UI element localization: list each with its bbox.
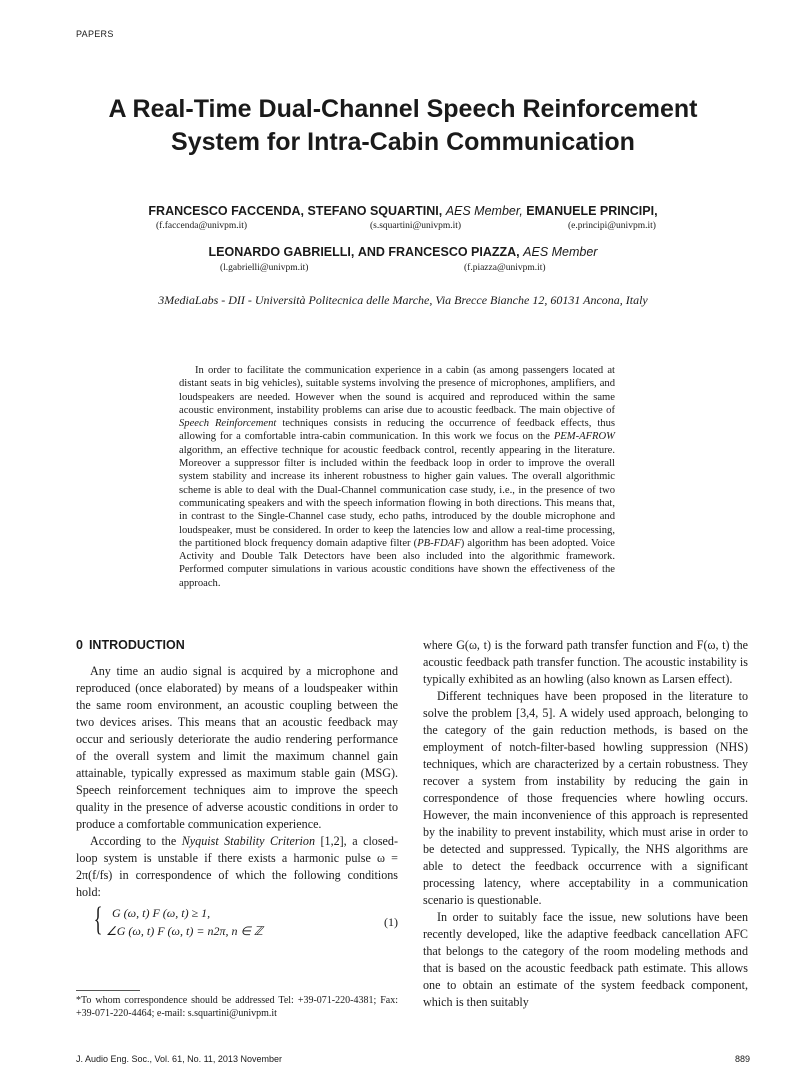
paragraph-text: [1,2], a closed-loop system is unstable if there exists a harmonic pulse ω = 2π(f/fs) in correspondence of which the following conditions hold:	[76, 834, 398, 899]
abstract-text: ) algorithm has been adopted. Voice Activity and Double Talk Detectors have been also included into the algorithmic framework. Performed computer simulations in various acoustic conditions have shown the effectiveness of the approach.	[179, 537, 615, 589]
intro-paragraph-2	[76, 833, 398, 901]
abstract-term: Speech Reinforcement	[179, 418, 277, 430]
paper-title	[40, 93, 766, 159]
email-principi: (e.principi@univpm.it)	[568, 221, 656, 231]
author-role: AES Member,	[445, 204, 523, 218]
body-paragraph-3: In order to suitably face the issue, new solutions have been recently developed, like the adaptive feedback cancellation AFC that belongs to the category of the room modeling methods and that is based on the acoustic feedback path estimate. This allows one to obtain an estimate of the system feedback component, which is then suitably	[423, 910, 748, 1009]
email-gabrielli: (l.gabrielli@univpm.it)	[220, 263, 309, 273]
abstract	[179, 364, 615, 590]
email-squartini: (s.squartini@univpm.it)	[370, 221, 462, 231]
paragraph-text: According to the	[90, 834, 182, 848]
page-number: 889	[734, 1054, 750, 1064]
author-row-2	[60, 245, 746, 259]
abstract-term: PEM-AFROW	[553, 431, 615, 443]
email-faccenda: (f.faccenda@univpm.it)	[156, 221, 248, 231]
body-paragraph-1: where G(ω, t) is the forward path transfer function and F(ω, t) the acoustic feedback path transfer function. The acoustic instability is typically exhibited as an howling (also known as Larsen effect).	[423, 638, 748, 686]
author-piazza: AND FRANCESCO PIAZZA,	[357, 245, 520, 259]
title-line-2: System for Intra-Cabin Communication	[171, 128, 635, 156]
author-gabrielli: LEONARDO GABRIELLI,	[208, 245, 355, 259]
author-faccenda: FRANCESCO FACCENDA,	[148, 204, 304, 218]
equation-brace: {	[93, 901, 103, 938]
section-number: 0	[76, 638, 83, 652]
equation-line-1: G (ω, t) F (ω, t) ≥ 1,	[112, 906, 211, 920]
equation-number: (1)	[384, 915, 398, 929]
email-row-2	[60, 263, 746, 275]
author-squartini: STEFANO SQUARTINI,	[307, 204, 443, 218]
author-row-1	[60, 204, 746, 218]
email-piazza: (f.piazza@univpm.it)	[464, 263, 546, 273]
section-heading	[76, 637, 398, 654]
left-column	[76, 637, 398, 947]
intro-paragraph-1: Any time an audio signal is acquired by a microphone and reproduced (once elaborated) by means of a loudspeaker within the same room environment, an acoustic coupling between the two devices arises. This means that an acoustic feedback may occur and seriously deteriorate the audio rendering performance of the overall system and limit the maximum channel gain attainable, typically expressed as maximum stable gain (MSG). Speech reinforcement techniques aim to improve the speech quality in the presence of adverse acoustic conditions in order to produce a comfortable communication experience.	[76, 664, 398, 831]
section-title: INTRODUCTION	[88, 638, 185, 652]
abstract-text: In order to facilitate the communication experience in a cabin (as among passengers located at distant seats in big vehicles), suitable systems involving the presence of microphones, amplifiers, and loudspeakers are needed. However when the sound is acquired and reproduced within the same acoustic environment, instability problems can arise due to acoustic feedback. The main objective of	[179, 365, 615, 416]
author-principi: EMANUELE PRINCIPI,	[526, 204, 658, 218]
title-line-1: A Real-Time Dual-Channel Speech Reinforcement	[108, 95, 698, 123]
email-row-1	[60, 221, 746, 233]
affiliation: 3MediaLabs - DII - Università Politecnica delle Marche, Via Brecce Bianche 12, 60131 Ancona, Italy	[158, 293, 648, 307]
footnote-divider	[76, 990, 140, 991]
journal-footer: J. Audio Eng. Soc., Vol. 61, No. 11, 2013 November	[76, 1054, 282, 1064]
right-column	[423, 637, 748, 1011]
equation-line-2: ∠G (ω, t) F (ω, t) = n2π, n ∈ ℤ	[106, 924, 263, 938]
running-head: PAPERS	[76, 29, 114, 39]
abstract-text: algorithm, an effective technique for acoustic feedback control, recently appearing in the literature. Moreover a suppressor filter is included within the feedback loop in order to improve the overall system stability and increase its inherent robustness to higher gain values. The overall algorithmic scheme is able to deal with the Dual-Channel communication case study, i.e., in the presence of two communicating speakers and with the speech information flowing in both directions. This means that, in contrast to the Single-Channel case study, echo paths, introduced by the double microphone and loudspeaker, must be considered. In order to keep the latencies low and allow a real-time processing, the partitioned block frequency domain adaptive filter (	[179, 444, 615, 549]
equation-1	[76, 903, 398, 943]
body-paragraph-2: Different techniques have been proposed in the literature to solve the problem [3,4, 5]. A widely used approach, belonging to the category of the gain reduction methods, is based on the employment of notch-filter-based howling suppression (NHS) techniques, which are characterized by a certain robustness. They recover a system from instability by reducing the gain in correspondence of those frequencies where howling occurs. However, the main inconvenience of this approach is represented by the inability to prevent instability, which must arise in order to be detected and suppressed. Typically, the NHS algorithms are able to detect the feedback occurrence with a significant processing latency, where acceptability in a communication scenario is questionable.	[423, 689, 748, 907]
author-role: AES Member	[523, 245, 598, 259]
abstract-text: techniques consists in reducing the occurrence of feedback effects, thus allowing for a comfortable intra-cabin communication. In this work we focus on the	[179, 418, 616, 443]
paragraph-term: Nyquist Stability Criterion	[181, 834, 316, 848]
abstract-term: PB-FDAF	[417, 537, 461, 549]
footnote: *To whom correspondence should be addressed Tel: +39-071-220-4381; Fax: +39-071-220-4464; e-mail: s.squartini@univpm.it	[76, 995, 398, 1019]
